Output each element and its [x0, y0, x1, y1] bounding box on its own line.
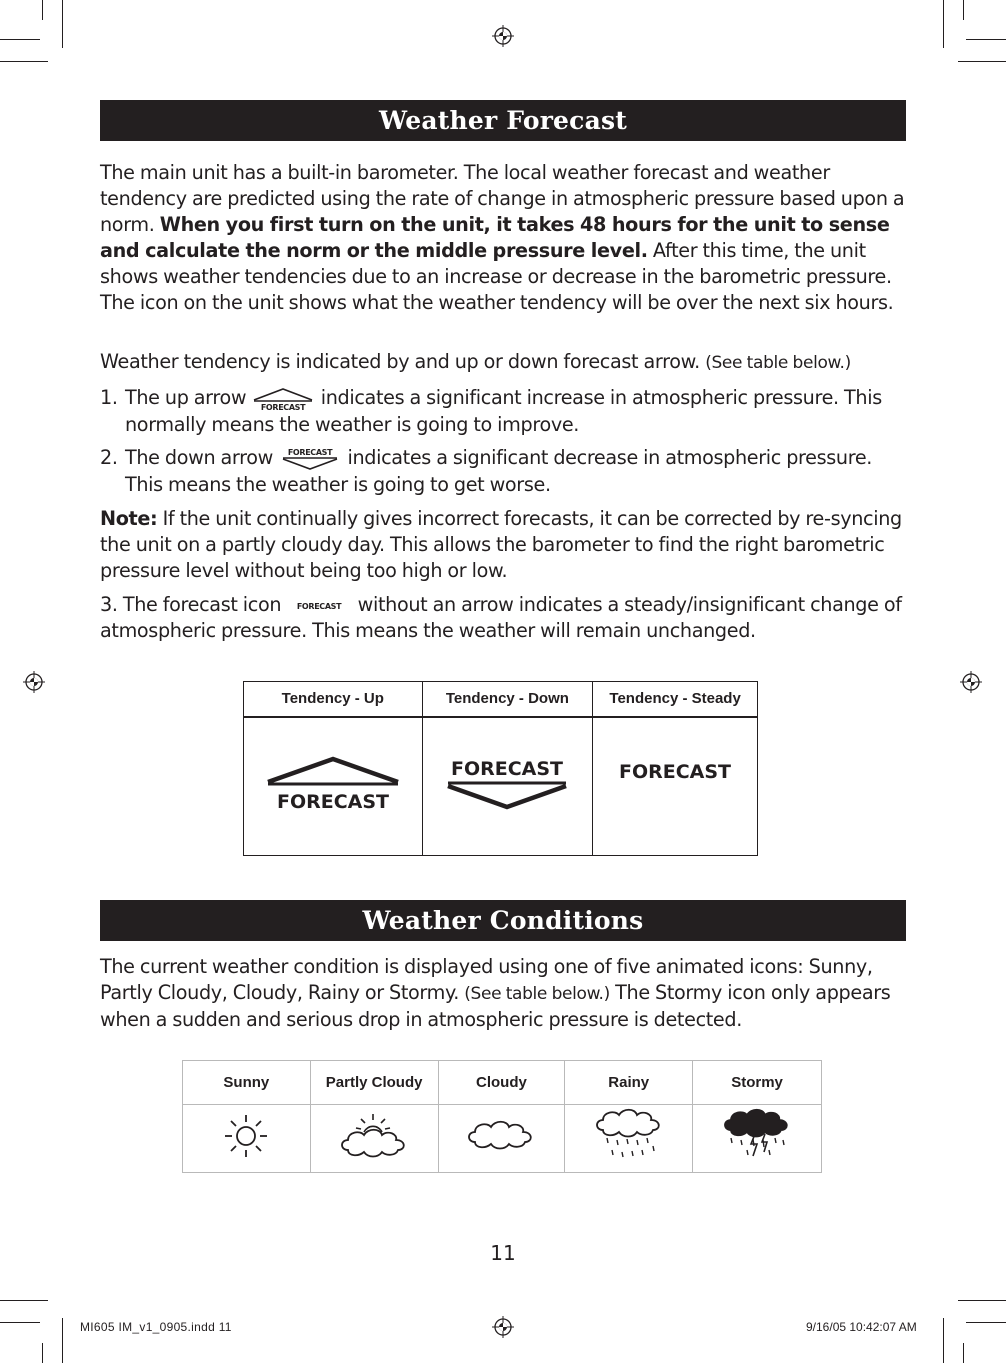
svg-text:FORECAST: FORECAST — [288, 447, 333, 457]
weather-forecast-heading: Weather Forecast — [100, 100, 906, 141]
table-header-rainy: Rainy — [565, 1061, 693, 1105]
table-cell-down — [422, 717, 593, 856]
svg-text:FORECAST: FORECAST — [276, 790, 389, 813]
table-cell-steady — [593, 717, 758, 856]
svg-text:FORECAST: FORECAST — [619, 760, 732, 783]
crop-mark — [943, 0, 944, 48]
partly-cloudy-icon — [334, 1110, 414, 1162]
registration-mark-icon — [492, 25, 514, 47]
crop-mark — [62, 0, 63, 48]
crop-mark — [0, 61, 48, 62]
forecast-up-arrow-icon — [251, 386, 315, 412]
note-paragraph: Note: If the unit continually gives incorrect forecasts, it can be corrected by re-syncing the unit on a partly cloudy day. This allows the barometer to find the right barometric pressure level without being too high or low. — [100, 507, 902, 582]
table-header-tendency-down: Tendency - Down — [422, 682, 593, 717]
forecast-steady-icon — [286, 598, 352, 614]
table-header-tendency-up: Tendency - Up — [244, 682, 423, 717]
crop-mark — [966, 1322, 1006, 1323]
table-cell-stormy — [693, 1105, 822, 1173]
cloud-icon — [461, 1110, 541, 1162]
rain-cloud-icon — [589, 1106, 669, 1166]
list-item-up-arrow: 1. The up arrow FORECAST indicates a significant increase in atmospheric pressure. This normally means the weather is going to improve. — [100, 386, 882, 436]
crop-mark — [62, 1318, 63, 1363]
crop-mark — [0, 39, 40, 40]
forecast-down-arrow-icon — [432, 754, 582, 814]
table-cell-rainy — [565, 1105, 693, 1173]
table-cell-up — [244, 717, 423, 856]
tendency-paragraph: Weather tendency is indicated by and up or down forecast arrow. (See table below.) — [100, 350, 851, 373]
crop-mark — [958, 1300, 1006, 1301]
crop-mark — [42, 0, 43, 20]
table-cell-sunny — [183, 1105, 311, 1173]
svg-text:FORECAST: FORECAST — [261, 402, 306, 412]
svg-text:FORECAST: FORECAST — [451, 757, 564, 780]
table-cell-partly-cloudy — [310, 1105, 438, 1173]
table-header-cloudy: Cloudy — [438, 1061, 565, 1105]
table-header-tendency-steady: Tendency - Steady — [593, 682, 758, 717]
crop-mark — [42, 1343, 43, 1363]
registration-mark-icon — [960, 671, 982, 693]
conditions-paragraph: The current weather condition is displayed using one of five animated icons: Sunny, Partly Cloudy, Cloudy, Rainy or Stormy. (See table below.) The Stormy icon only appears when a sudden and serious drop in atmospheric pressure is detected. — [100, 955, 891, 1031]
svg-text:FORECAST: FORECAST — [297, 601, 342, 611]
file-slug: MI605 IM_v1_0905.indd 11 — [80, 1320, 232, 1334]
crop-mark — [0, 1300, 48, 1301]
list-item-down-arrow: 2. The down arrow FORECAST indicates a significant decrease in atmospheric pressure. This means the weather is going to get worse. — [100, 446, 873, 496]
forecast-up-arrow-icon — [258, 754, 408, 814]
table-cell-cloudy — [438, 1105, 565, 1173]
crop-mark — [963, 1343, 964, 1363]
conditions-table — [182, 1060, 822, 1173]
storm-cloud-icon — [717, 1106, 797, 1166]
crop-mark — [966, 39, 1006, 40]
forecast-steady-icon — [600, 754, 750, 814]
crop-mark — [958, 61, 1006, 62]
registration-mark-icon — [23, 671, 45, 693]
weather-conditions-heading: Weather Conditions — [100, 900, 906, 941]
table-header-stormy: Stormy — [693, 1061, 822, 1105]
sun-icon — [221, 1111, 271, 1161]
page-number: 11 — [490, 1241, 516, 1265]
crop-mark — [963, 0, 964, 20]
table-header-sunny: Sunny — [183, 1061, 311, 1105]
registration-mark-icon — [492, 1316, 514, 1338]
crop-mark — [943, 1318, 944, 1363]
forecast-down-arrow-icon — [278, 446, 342, 472]
date-slug: 9/16/05 10:42:07 AM — [806, 1320, 917, 1334]
crop-mark — [0, 1322, 40, 1323]
forecast-intro-paragraph: The main unit has a built-in barometer. The local weather forecast and weather tendency are predicted using the rate of change in atmospheric pressure based upon a norm. When you first turn on the unit, it takes 48 hours for the unit to sense and calculate the norm or the middle pressure level. After this time, the unit shows weather tendencies due to an increase or decrease in the barometric pressure. The icon on the unit shows what the weather tendency will be over the next six hours. — [100, 161, 905, 314]
table-header-partly-cloudy: Partly Cloudy — [310, 1061, 438, 1105]
list-item-steady: 3. The forecast icon FORECAST without an arrow indicates a steady/insignificant change of atmospheric pressure. This means the weather will remain unchanged. — [100, 593, 902, 642]
tendency-table — [243, 681, 758, 856]
